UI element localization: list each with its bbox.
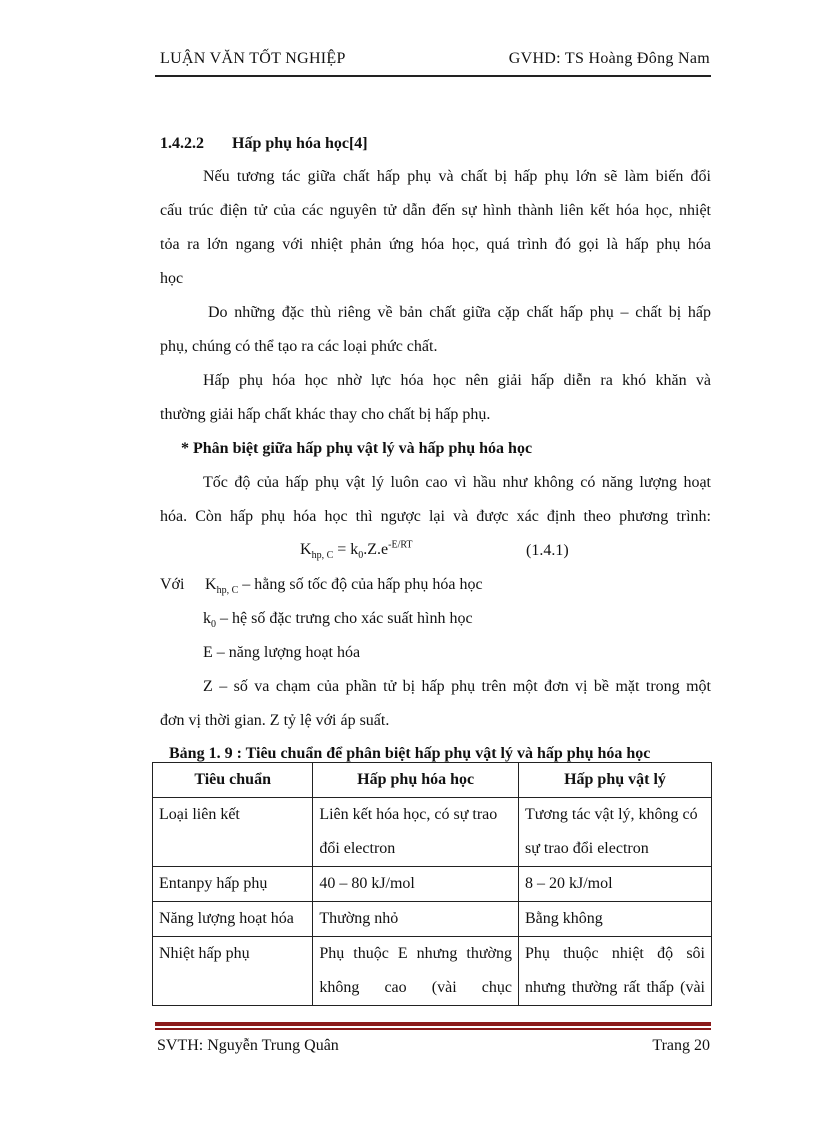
footer-divider-thin [155, 1028, 711, 1030]
equation-number: (1.4.1) [526, 542, 569, 559]
para1-line2: cấu trúc điện tử của các nguyên tử dẫn đến sự hình thành liên kết hóa học, nhiệt [160, 202, 711, 219]
para2-line1: Do những đặc thù riêng về bản chất giữa cặp chất hấp phụ – chất bị hấp [208, 304, 711, 321]
row1-chem: Liên kết hóa học, có sự trao đổi electron [313, 798, 519, 867]
header-title: LUẬN VĂN TỐT NGHIỆP [160, 50, 346, 67]
def-z-line2: đơn vị thời gian. Z tỷ lệ với áp suất. [160, 712, 390, 729]
footer-student: SVTH: Nguyễn Trung Quân [157, 1037, 339, 1054]
header-criterion: Tiêu chuẩn [153, 763, 313, 798]
row4-chem: Phụ thuộc E nhưng thường không cao (vài chục [313, 937, 519, 1006]
header-divider [155, 75, 711, 77]
footer-divider-thick [155, 1022, 711, 1026]
comparison-subheading: * Phân biệt giữa hấp phụ vật lý và hấp phụ hóa học [181, 440, 533, 457]
para2-line2: phụ, chúng có thể tạo ra các loại phức chất. [160, 338, 438, 355]
header-physisorption: Hấp phụ vật lý [518, 763, 711, 798]
para1-line1: Nếu tương tác giữa chất hấp phụ và chất bị hấp phụ lớn sẽ làm biến đổi [203, 168, 711, 185]
table-row [153, 902, 712, 937]
row1-phys: Tương tác vật lý, không có sự trao đổi electron [518, 798, 711, 867]
page-number: Trang 20 [652, 1037, 710, 1054]
header-advisor: GVHD: TS Hoàng Đông Nam [508, 50, 710, 67]
row3-phys: Bằng không [518, 902, 711, 937]
table-row [153, 937, 712, 1006]
row2-criterion: Entanpy hấp phụ [153, 867, 313, 902]
criteria-table [152, 762, 712, 1006]
para1-line4: học [160, 270, 184, 287]
table-row [153, 798, 712, 867]
section-number: 1.4.2.2 [160, 135, 204, 152]
row2-chem: 40 – 80 kJ/mol [313, 867, 519, 902]
row4-phys: Phụ thuộc nhiệt độ sôi nhưng thường rất thấp (vài [518, 937, 711, 1006]
rate-equation: $K_{hp, C} = k_0.Z.e^{-E/RT}$ [300, 539, 413, 562]
def-k: $K_{hp, C}$ – hằng số tốc độ của hấp phụ hóa học [205, 576, 483, 597]
para3-line1: Hấp phụ hóa học nhờ lực hóa học nên giải hấp diễn ra khó khăn và [203, 372, 711, 389]
section-title: Hấp phụ hóa học[4] [232, 135, 368, 152]
row2-phys: 8 – 20 kJ/mol [518, 867, 711, 902]
table-caption: Bảng 1. 9 : Tiêu chuẩn để phân biệt hấp phụ vật lý và hấp phụ hóa học [169, 745, 651, 762]
para3-line2: thường giải hấp chất khác thay cho chất bị hấp phụ. [160, 406, 491, 423]
table-header-row [153, 763, 712, 798]
with-label: Với [160, 576, 185, 593]
header-chemisorption: Hấp phụ hóa học [313, 763, 519, 798]
para4-line1: Tốc độ của hấp phụ vật lý luôn cao vì hầu như không có năng lượng hoạt [203, 474, 711, 491]
row1-criterion: Loại liên kết [153, 798, 313, 867]
para1-line3: tỏa ra lớn ngang với nhiệt phản ứng hóa học, quá trình đó gọi là hấp phụ hóa [160, 236, 711, 253]
row3-criterion: Năng lượng hoạt hóa [153, 902, 313, 937]
def-e: E – năng lượng hoạt hóa [203, 644, 361, 661]
para4-line2: hóa. Còn hấp phụ hóa học thì ngược lại và được xác định theo phương trình: [160, 508, 711, 525]
def-z-line1: Z – số va chạm của phần tử bị hấp phụ trên một đơn vị bề mặt trong một [203, 678, 711, 695]
def-k0: $k_0$ – hệ số đặc trưng cho xác suất hình học [203, 610, 473, 631]
row4-criterion: Nhiệt hấp phụ [153, 937, 313, 1006]
row3-chem: Thường nhỏ [313, 902, 519, 937]
table-row [153, 867, 712, 902]
